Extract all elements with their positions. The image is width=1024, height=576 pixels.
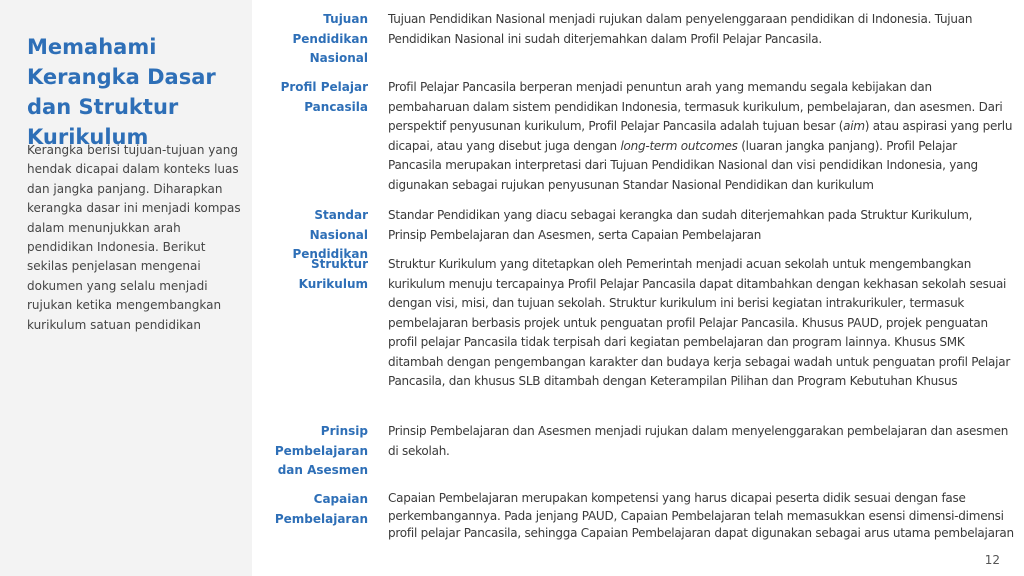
term-capaian-pembelajaran: Capaian Pembelajaran: [274, 492, 368, 526]
desc-tujuan-pendidikan-nasional: Tujuan Pendidikan Nasional menjadi rujukan dalam penyelenggaraan pendidikan di Indonesia. Tujuan Pendidikan Nasional ini sudah diterjemahkan dalam Profil Pelajar Pancasila.: [388, 12, 973, 46]
desc-profil-pelajar-pancasila: [388, 78, 1014, 195]
desc-italic-aim: aim: [843, 119, 865, 133]
term-prinsip-pembelajaran: Prinsip Pembelajaran dan Asesmen: [274, 424, 368, 477]
page-number: 12: [984, 553, 1000, 567]
desc-standar-nasional-pendidikan: Standar Pendidikan yang diacu sebagai kerangka dan sudah diterjemahkan pada Struktur Kurikulum, Prinsip Pembelajaran dan Asesmen, serta Capaian Pembelajaran: [388, 208, 973, 242]
desc-capaian-pembelajaran: Capaian Pembelajaran merupakan kompetensi yang harus dicapai peserta didik sesuai dengan fase perkembangannya. Pada jenjang PAUD, Capaian Pembelajaran telah memasukkan esensi dimensi-dimensi profil pelajar Pancasila, sehingga Capaian Pembelajaran dapat digunakan sebagai arus utama pembelajaran: [388, 491, 1014, 540]
intro-paragraph: Kerangka berisi tujuan-tujuan yang hendak dicapai dalam konteks luas dan jangka panjang. Diharapkan kerangka dasar ini menjadi kompas dalam menunjukkan arah pendidikan Indonesia. Berikut sekilas penjelasan mengenai dokumen yang selalu menjadi rujukan ketika mengembangkan kurikulum satuan pendidikan: [27, 143, 241, 332]
desc-struktur-kurikulum: Struktur Kurikulum yang ditetapkan oleh Pemerintah menjadi acuan sekolah untuk mengembangkan kurikulum menuju tercapainya Profil Pelajar Pancasila dapat ditambahkan dengan kekhasan sekolah sesuai dengan visi, misi, dan tujuan sekolah. Struktur kurikulum ini berisi kegiatan intrakurikuler, termasuk pembelajaran berbasis projek untuk penguatan profil Pelajar Pancasila. Khusus PAUD, projek penguatan profil pelajar Pancasila tidak terpisah dari kegiatan pembelajaran dan program lainnya. Khusus SMK ditambah dengan pengembangan karakter dan budaya kerja sebagai wadah untuk penguatan profil Pelajar Pancasila, dan khusus SLB ditambah dengan Keterampilan Pilihan dan Program Kebutuhan Khusus: [388, 257, 1011, 388]
term-profil-pelajar-pancasila: Profil Pelajar Pancasila: [280, 80, 368, 114]
desc-text-part: ) atau aspirasi yang perlu dicapai, atau yang disebut juga dengan: [388, 119, 1013, 153]
term-struktur-kurikulum: Struktur Kurikulum: [298, 257, 368, 291]
desc-italic-long-term: long-term outcomes: [620, 138, 738, 153]
desc-prinsip-pembelajaran: Prinsip Pembelajaran dan Asesmen menjadi rujukan dalam menyelenggarakan pembelajaran dan asesmen di sekolah.: [388, 424, 1009, 458]
sidebar-panel: [0, 0, 252, 576]
desc-text-part: (luaran jangka panjang). Profil Pelajar Pancasila merupakan interpretasi dari Tujuan Pendidikan Nasional dan visi pendidikan Indonesia, yang digunakan sebagai rujukan penyusunan Standar Nasional Pendidikan dan kurikulum: [388, 138, 978, 192]
term-tujuan-pendidikan-nasional: Tujuan Pendidikan Nasional: [292, 12, 368, 65]
page-title: Memahami Kerangka Dasar dan Struktur Kurikulum: [27, 35, 216, 149]
desc-text-part: Profil Pelajar Pancasila berperan menjadi penuntun arah yang memandu segala kebijakan dan pembaharuan dalam sistem pendidikan Indonesia, termasuk kurikulum, pembelajaran, dan asesmen. Dari perspektif penyusunan kurikulum, Profil Pelajar Pancasila adalah tujuan besar (: [388, 80, 1003, 133]
term-standar-nasional-pendidikan: Standar Nasional Pendidikan: [292, 208, 368, 261]
